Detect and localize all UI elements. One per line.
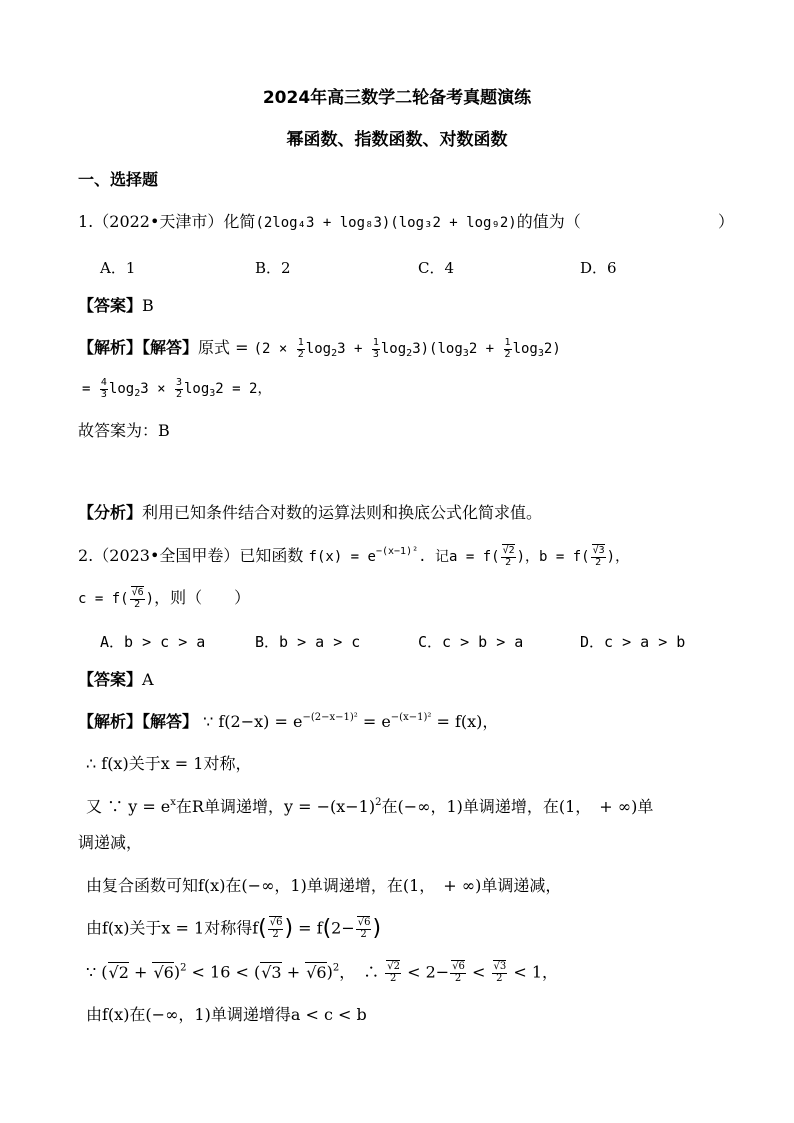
q2-answer [78,672,154,688]
q1-remark [78,505,542,521]
q2-step3-cont: 调递减， [78,833,143,852]
q1-analysis-line2: = $\frac{4}{3}$ $\log_23$ × $\frac{3}{2}$ $\log_32 = 2$， [82,377,272,400]
q1-answer-tag: 【答案】 [78,296,143,315]
q1-option-c: C．4 [418,259,455,277]
q1-stem-prefix: 1.（2022•天津市）化简 [78,212,256,231]
q2-step1-expr: ∵ $f(2-x) = e^{-(2-x-1)^2} = e^{-(x-1)^2} = f(x)$， [203,712,499,731]
q1-remark-text: 利用已知条件结合对数的运算法则和换底公式化简求值。 [142,503,543,522]
q2-step3-prefix: 又 ∵ [86,797,129,816]
q1-analysis-tag: 【解析】【解答】 [78,338,199,357]
q2-option-d: D．c > a > b [580,633,686,651]
q1-option-a: A．1 [100,259,136,277]
q2-analysis-line1 [78,713,498,730]
q1-answer-value: B [142,296,154,315]
q2-analysis-tag: 【解析】【解答】 [78,712,199,731]
q2-step7: 由f(x)在(−∞，1)单调递增得a < c < b [86,1005,367,1024]
q1-stem [78,214,581,230]
q2-step4: 由复合函数可知f(x)在(−∞，1)单调递增，在(1， + ∞)单调递减， [86,876,562,895]
q2-option-a: A．b > c > a [100,633,206,651]
q2-option-b: B．b > a > c [255,633,361,651]
document-subtitle: 幂函数、指数函数、对数函数 [286,130,508,150]
document-title: 2024年高三数学二轮备考真题演练 [262,88,532,108]
q2-stem-line1 [78,546,629,568]
q2-option-c: C．c > b > a [418,633,524,651]
q2-stem-line2-expr: c = f( $\frac{√6}{2}$ ) [78,587,155,610]
section-heading: 一、选择题 [78,170,159,189]
q1-answer [78,298,154,314]
q1-remark-tag: 【分析】 [78,503,143,522]
q1-option-b: B．2 [255,259,291,277]
q2-step2: ∴ f(x)关于x = 1对称， [86,754,252,773]
q2-answer-tag: 【答案】 [78,670,143,689]
q2-stem-line2-suffix: ，则（ ） [154,588,251,607]
q2-step3-expr: $y = e^x$在R单调递增，$y = -(x-1)^2$在(−∞，1)单调递增，在(1， + ∞)单 [128,797,654,816]
q2-stem-prefix: 2.（2023•全国甲卷）已知函数 [78,546,304,565]
q1-stem-expr: (2log₄3 + log₈3)(log₃2 + log₉2) [255,215,517,231]
q2-step3 [86,798,653,815]
q1-stem-suffix: 的值为（ [516,212,581,231]
q2-answer-value: A [142,670,154,689]
q2-stem-expr: $f(x) = e^{-(x-1)^2}$. 记a = f( $\frac{√2}{2}$ )，b = f( $\frac{√3}{2}$ )， [308,545,630,568]
q2-stem-line2 [78,588,250,610]
q2-step6: ∵ $(√2 + √6)^2 < 16 < (√3 + √6)^2$， ∴ $\frac{√2}{2}$ < 2− $\frac{√6}{2}$ < $\frac{√3}{2}$ < 1， [86,961,558,984]
q1-analysis-expr: (2 × $\frac{1}{2}$ $\log_23$ + $\frac{1}{3}$ $\log_23)(\log_32$ + $\frac{1}{2}$ $\log_32$) [253,337,561,360]
q1-analysis-line1 [78,338,561,360]
q1-conclusion: 故答案为：B [78,421,170,440]
q1-analysis-prefix: 原式 = [198,338,249,357]
q1-option-d: D．6 [580,259,617,277]
q2-step5: 由f(x)关于x = 1对称得f( $\frac{√6}{2}$ ) = f(2− $\frac{√6}{2}$ ) [86,916,382,941]
q1-stem-close: ） [718,212,735,231]
